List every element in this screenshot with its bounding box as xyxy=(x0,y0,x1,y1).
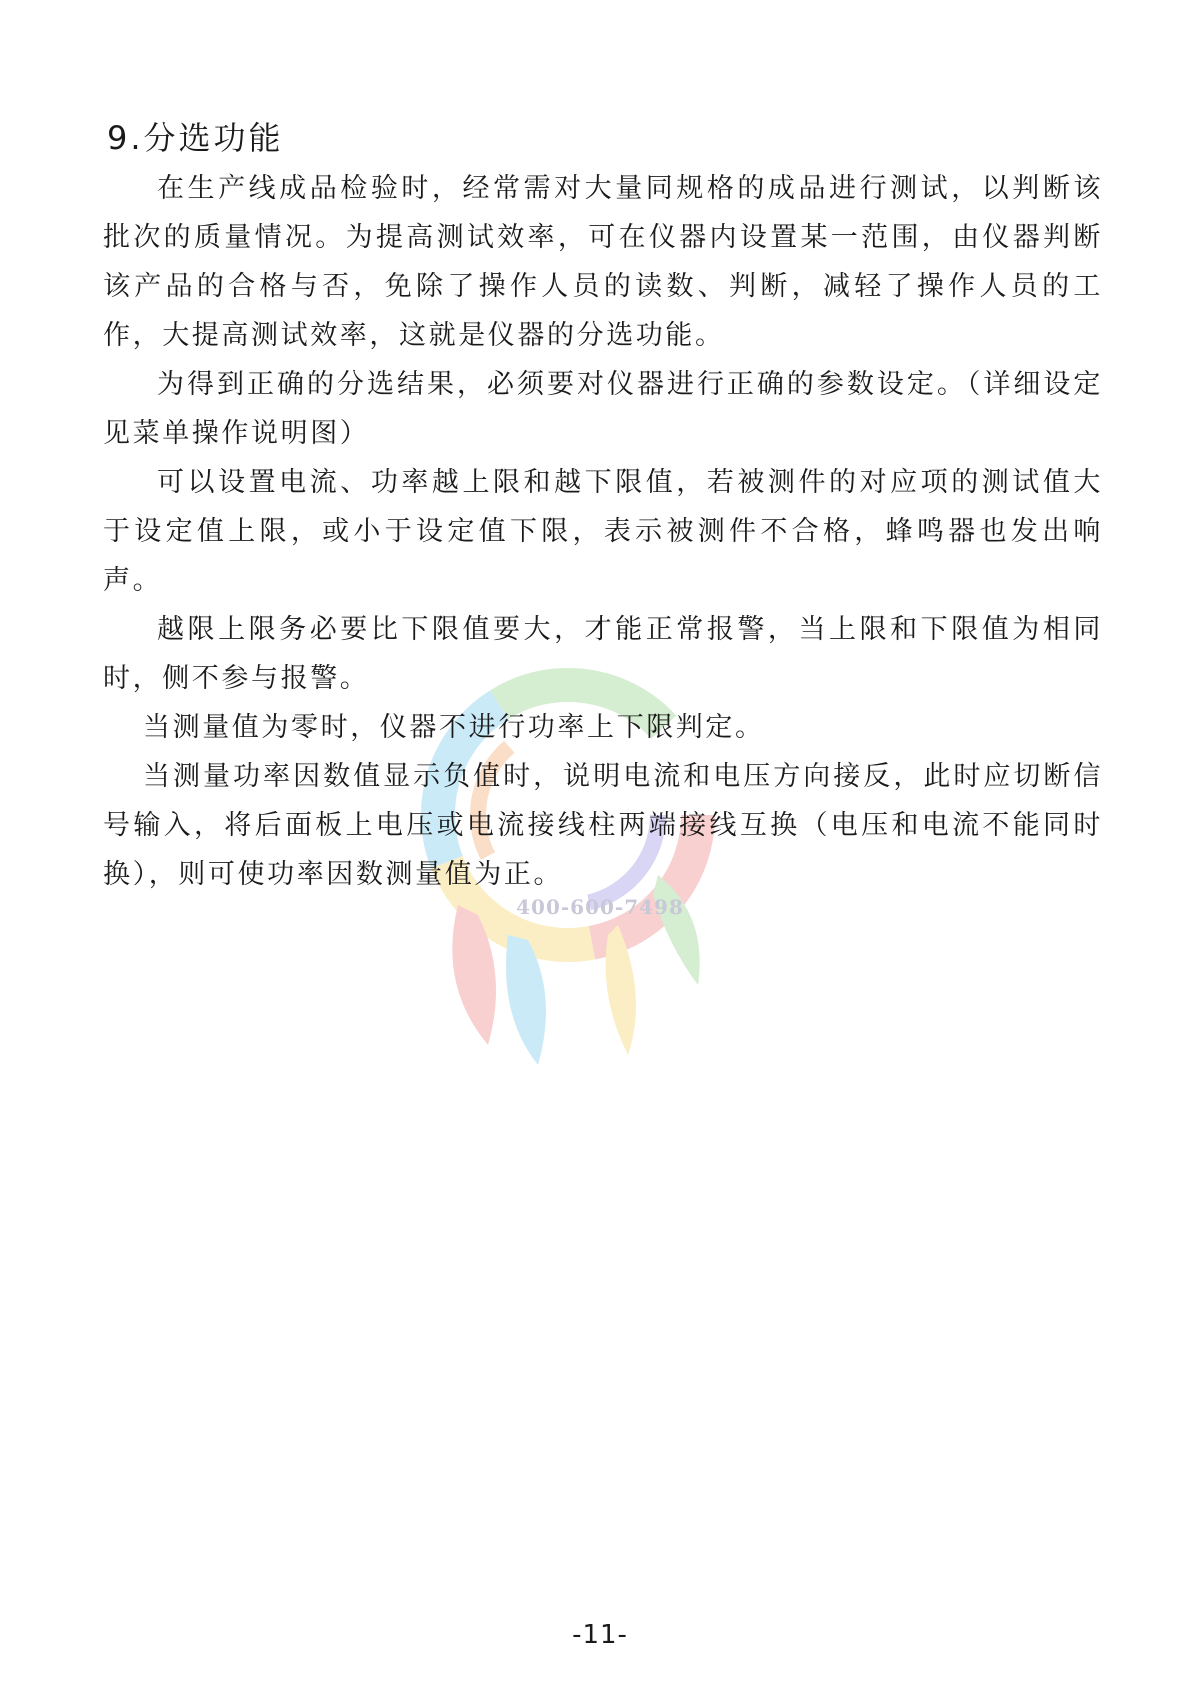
paragraph-sorting-intro: 在生产线成品检验时，经常需对大量同规格的成品进行测试，以判断该批次的质量情况。为提高测试效率，可在仪器内设置某一范围，由仪器判断该产品的合格与否，免除了操作人员的读数、判断，减轻了操作人员的工作，大提高测试效率，这就是仪器的分选功能。 xyxy=(103,173,1103,351)
paragraph-limit-values: 可以设置电流、功率越上限和越下限值，若被测件的对应项的测试值大于设定值上限，或小于设定值下限，表示被测件不合格，蜂鸣器也发出响声。 xyxy=(103,467,1103,596)
section-heading: 9.分选功能 xyxy=(107,119,284,157)
paragraph-zero-value: 当测量值为零时，仪器不进行功率上下限判定。 xyxy=(143,712,765,743)
page-number: -11- xyxy=(572,1620,628,1650)
paragraph-upper-lower-limit: 越限上限务必要比下限值要大，才能正常报警，当上限和下限值为相同时，侧不参与报警。 xyxy=(103,614,1103,694)
paragraph-negative-power-factor: 当测量功率因数值显示负值时，说明电流和电压方向接反，此时应切断信号输入，将后面板上电压或电流接线柱两端接线互换（电压和电流不能同时换），则可使功率因数测量值为正。 xyxy=(103,761,1103,890)
document-body xyxy=(103,112,1103,899)
paragraph-parameter-setting: 为得到正确的分选结果，必须要对仪器进行正确的参数设定。（详细设定见菜单操作说明图） xyxy=(103,369,1103,449)
watermark-phone-text: 400-600-7498 xyxy=(516,895,684,919)
